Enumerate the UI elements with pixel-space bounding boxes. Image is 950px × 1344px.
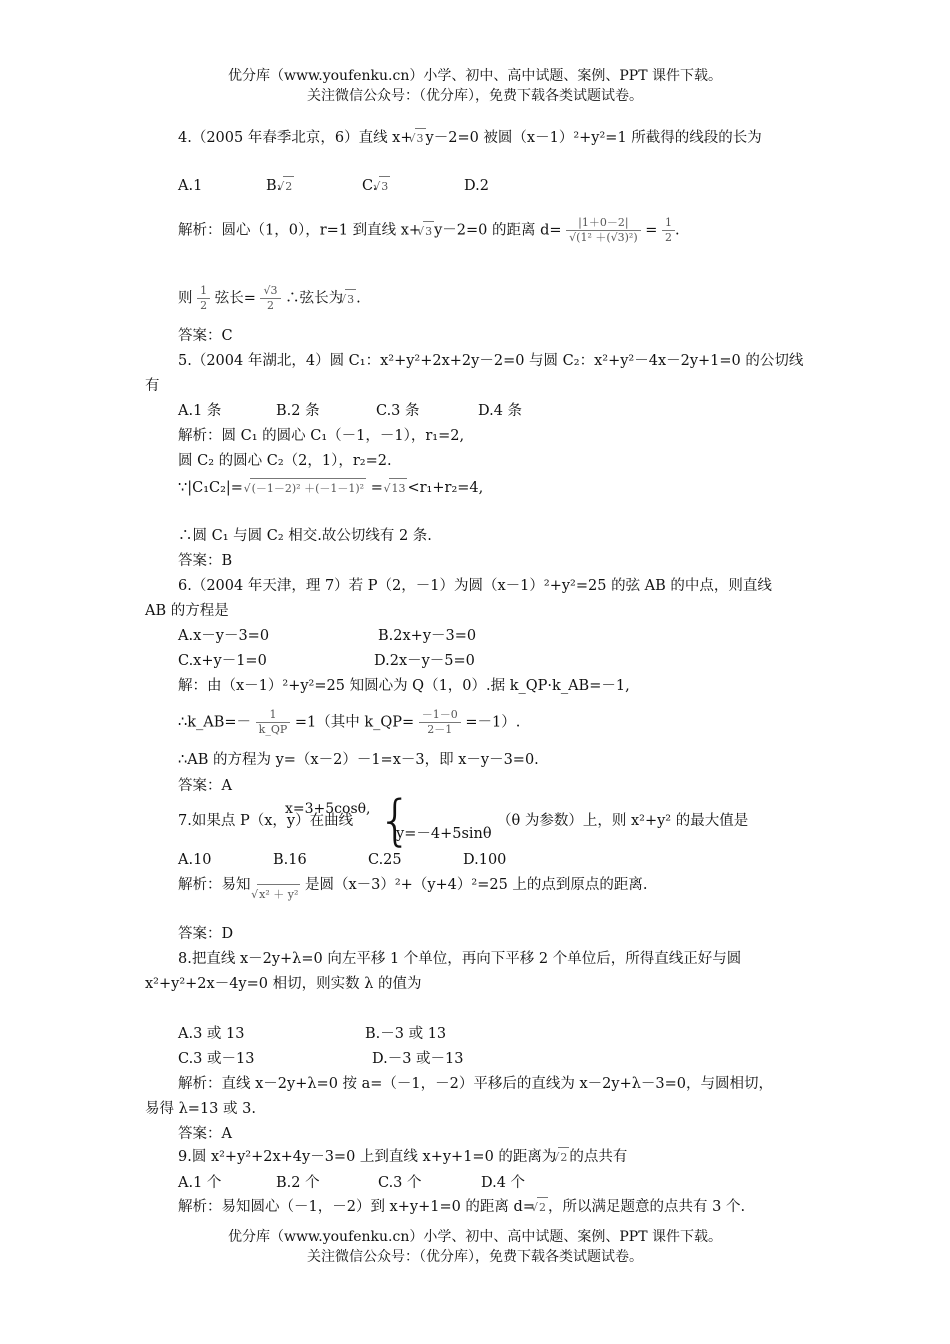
q5-option-c: C.3 条 — [376, 403, 420, 419]
q7-system-2: y=－4+5sinθ — [396, 826, 492, 842]
distance-fraction: $\frac{|1+0-2|}{\text{√(1² ＋(√3)²)}}$ — [566, 216, 641, 245]
q5-solution-2: 圆 C₂ 的圆心 C₂（2，1），r₂=2. — [178, 453, 392, 469]
q7-option-a: A.10 — [178, 852, 212, 868]
q5-option-b: B.2 条 — [276, 403, 320, 419]
q7-stem-b: （θ 为参数）上，则 x²+y² 的最大值是 — [497, 813, 749, 829]
q6-answer: 答案：A — [178, 778, 232, 794]
brace-symbol: { — [378, 789, 413, 852]
q7-option-d: D.100 — [463, 852, 507, 868]
q4-chord: 则 $\frac{1}{2}$ 弦长= $\frac{√3}{2}$ ∴弦长为√ 3 . — [178, 284, 361, 313]
half-fraction: $\frac{1}{2}$ — [662, 216, 675, 245]
q7-solution: 解析：易知 √ x² ＋ y² 是圆（x－3）²+（y+4）²=25 上的点到原点的距离. — [178, 875, 648, 896]
q6-stem-2: AB 的方程是 — [145, 603, 229, 619]
q8-solution-2: 易得 λ=13 或 3. — [145, 1101, 256, 1117]
q7-option-b: B.16 — [273, 852, 307, 868]
q9-option-c: C.3 个 — [378, 1175, 422, 1191]
q5-solution-3: ∵|C₁C₂|= √ (－1－2)² ＋(－1－1)² = √ 13 <r₁+r₂=4, — [178, 478, 483, 499]
q4-option-d: D.2 — [464, 178, 489, 194]
q7-option-c: C.25 — [368, 852, 402, 868]
q5-option-d: D.4 条 — [478, 403, 523, 419]
q6-option-d: D.2x－y－5=0 — [374, 653, 475, 669]
q6-solution-2: ∴k_AB=－ $\frac{1}{k\_QP}$ =1（其中 k_QP= $\frac{-1-0}{2-1}$ =－1）. — [178, 708, 521, 736]
q5-stem-1: 5.（2004 年湖北，4）圆 C₁：x²+y²+2x+2y－2=0 与圆 C₂：x²+y²－4x－2y+1=0 的公切线 — [178, 353, 804, 369]
q4-stem: 4.（2005 年春季北京，6）直线 x+√ 3 y－2=0 被圆（x－1）²+y²=1 所截得的线段的长为 — [178, 128, 762, 149]
q7-answer: 答案：D — [178, 926, 234, 942]
q8-option-b: B.－3 或 13 — [365, 1026, 447, 1042]
header-line-2: 关注微信公众号：（优分库），免费下载各类试题试卷。 — [307, 88, 643, 104]
footer-line-2: 关注微信公众号：（优分库），免费下载各类试题试卷。 — [307, 1249, 643, 1265]
q6-stem-1: 6.（2004 年天津，理 7）若 P（2，－1）为圆（x－1）²+y²=25 的弦 AB 的中点，则直线 — [178, 578, 772, 594]
q9-solution: 解析：易知圆心（－1，－2）到 x+y+1=0 的距离 d=√ 2 ，所以满足题意的点共有 3 个. — [178, 1197, 745, 1218]
q9-option-d: D.4 个 — [481, 1175, 526, 1191]
q8-solution-1: 解析：直线 x－2y+λ=0 按 a=（－1，－2）平移后的直线为 x－2y+λ－3=0，与圆相切， — [178, 1076, 774, 1092]
q8-option-c: C.3 或－13 — [178, 1051, 255, 1067]
q6-solution-3: ∴AB 的方程为 y=（x－2）－1=x－3，即 x－y－3=0. — [178, 752, 539, 768]
sqrt-3: √ 3 — [415, 128, 426, 149]
q8-answer: 答案：A — [178, 1126, 232, 1142]
q7-stem-a: 7.如果点 P（x，y）在曲线 — [178, 813, 354, 829]
q9-stem: 9.圆 x²+y²+2x+4y－3=0 上到直线 x+y+1=0 的距离为√ 2 的点共有 — [178, 1147, 627, 1168]
q4-option-a: A.1 — [178, 178, 203, 194]
q5-solution-4: ∴圆 C₁ 与圆 C₂ 相交.故公切线有 2 条. — [178, 528, 432, 544]
q8-option-d: D.－3 或－13 — [372, 1051, 464, 1067]
q8-option-a: A.3 或 13 — [178, 1026, 245, 1042]
q5-solution-1: 解析：圆 C₁ 的圆心 C₁（－1，－1），r₁=2, — [178, 428, 465, 444]
q4-option-b: B.√ 2 — [266, 176, 294, 197]
q8-stem-1: 8.把直线 x－2y+λ=0 向左平移 1 个单位，再向下平移 2 个单位后，所得直线正好与圆 — [178, 951, 742, 967]
q4-solution: 解析：圆心（1，0），r=1 到直线 x+√ 3 y－2=0 的距离 d= $\frac{|1+0-2|}{\text{√(1² ＋(√3)²)}}$ = $\frac{1}{2}$ . — [178, 216, 680, 245]
q9-option-b: B.2 个 — [276, 1175, 320, 1191]
q6-option-c: C.x+y－1=0 — [178, 653, 267, 669]
q6-option-b: B.2x+y－3=0 — [378, 628, 477, 644]
q4-answer: 答案：C — [178, 328, 233, 344]
q9-option-a: A.1 个 — [178, 1175, 222, 1191]
footer-line-1: 优分库（www.youfenku.cn）小学、初中、高中试题、案例、PPT 课件下载。 — [227, 1229, 722, 1245]
q8-stem-2: x²+y²+2x－4y=0 相切，则实数 λ 的值为 — [145, 976, 422, 992]
q6-option-a: A.x－y－3=0 — [178, 628, 270, 644]
q4-option-c: C.√ 3 — [362, 176, 390, 197]
q7-system-1: x=3+5cosθ, — [285, 801, 371, 817]
q5-answer: 答案：B — [178, 553, 233, 569]
header-line-1: 优分库（www.youfenku.cn）小学、初中、高中试题、案例、PPT 课件下载。 — [227, 68, 722, 84]
q6-solution-1: 解：由（x－1）²+y²=25 知圆心为 Q（1，0）.据 k_QP·k_AB=－1, — [178, 678, 630, 694]
q5-stem-2: 有 — [145, 378, 160, 394]
q5-option-a: A.1 条 — [178, 403, 222, 419]
